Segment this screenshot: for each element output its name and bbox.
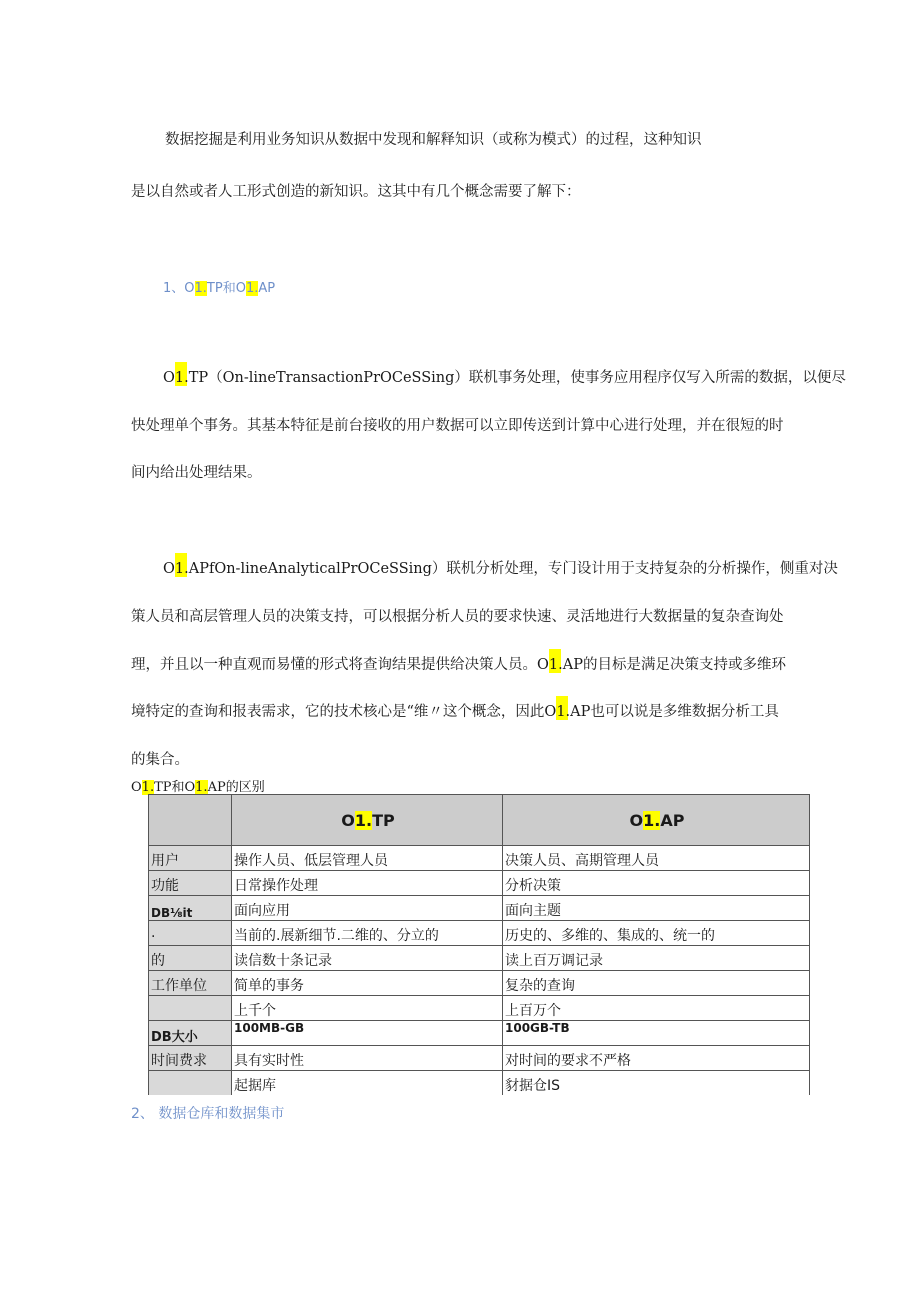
- highlight-mark: 1.: [556, 696, 570, 720]
- row-label: 工作单位: [149, 971, 232, 996]
- highlight-mark: 1.: [175, 553, 189, 577]
- table-row: [149, 896, 810, 921]
- row-label: [149, 1071, 232, 1096]
- oltp-olap-comparison-table: [148, 794, 810, 1095]
- oltp-cell: 上千个: [232, 996, 503, 1021]
- row-label: DB⅛it: [149, 896, 232, 921]
- row-label: 的: [149, 946, 232, 971]
- oltp-cell: 起据库: [232, 1071, 503, 1096]
- section-1-number: 1、: [163, 281, 185, 296]
- olap-cell: 上百万个: [503, 996, 810, 1021]
- olap-cell: 读上百万调记录: [503, 946, 810, 971]
- table-row: [149, 1046, 810, 1071]
- table-row: [149, 1021, 810, 1046]
- table-header-empty: [149, 795, 232, 846]
- row-label: 时间费求: [149, 1046, 232, 1071]
- oltp-cell: 读信数十条记录: [232, 946, 503, 971]
- highlight-mark: 1.: [194, 281, 207, 296]
- highlight-mark: 1.: [175, 362, 189, 386]
- row-label: [149, 996, 232, 1021]
- table-header-oltp: O1.TP: [232, 795, 503, 846]
- olap-cell: 面向主题: [503, 896, 810, 921]
- table-row: [149, 871, 810, 896]
- table-row: [149, 946, 810, 971]
- intro-line-1: 数据挖掘是利用业务知识从数据中发现和解释知识（或称为模式）的过程，这种知识: [165, 132, 702, 148]
- oltp-cell: 简单的事务: [232, 971, 503, 996]
- table-row: [149, 971, 810, 996]
- row-label: 功能: [149, 871, 232, 896]
- intro-line-2: 是以自然或者人工形式创造的新知识。这其中有几个概念需要了解下：: [131, 184, 581, 200]
- table-row: [149, 921, 810, 946]
- table-header-row: [149, 795, 810, 846]
- oltp-cell: 操作人员、低层管理人员: [232, 846, 503, 871]
- highlight-mark: 1.: [549, 649, 563, 673]
- olap-line-5: 的集合。: [131, 752, 189, 768]
- olap-line-3: 理，并且以一种直观而易懂的形式将查询结果提供给决策人员。O1.AP的目标是满足决策支持或多维环: [131, 653, 786, 674]
- olap-line-4: 境特定的查询和报表需求，它的技术核心是“维〃这个概念，因此O1.AP也可以说是多维数据分析工具: [131, 700, 779, 721]
- table-row: [149, 1071, 810, 1096]
- table-row: [149, 846, 810, 871]
- oltp-cell: 100MB-GB: [232, 1021, 503, 1046]
- oltp-cell: 日常操作处理: [232, 871, 503, 896]
- section-1-heading: 1、O1.TP和O1.AP: [163, 281, 276, 296]
- oltp-line-3: 间内给出处理结果。: [131, 465, 262, 481]
- olap-cell: 100GB-TB: [503, 1021, 810, 1046]
- row-label: ·: [149, 921, 232, 946]
- olap-cell: 决策人员、高期管理人员: [503, 846, 810, 871]
- oltp-line-2: 快处理单个事务。其基本特征是前台接收的用户数据可以立即传送到计算中心进行处理，并在很短的时: [131, 418, 784, 434]
- highlight-mark: 1.: [354, 810, 373, 830]
- olap-cell: 历史的、多维的、集成的、统一的: [503, 921, 810, 946]
- table-header-olap: O1.AP: [503, 795, 810, 846]
- highlight-mark: 1.: [141, 780, 155, 795]
- olap-cell: 对时间的要求不严格: [503, 1046, 810, 1071]
- oltp-cell: 面向应用: [232, 896, 503, 921]
- olap-line-1: O1.APfOn-lineAnalyticalPrOCeSSing）联机分析处理，专门设计用于支持复杂的分析操作，侧重对决: [163, 557, 838, 578]
- highlight-mark: 1.: [245, 281, 259, 296]
- highlight-mark: 1.: [643, 810, 661, 830]
- olap-cell: 分析决策: [503, 871, 810, 896]
- highlight-mark: 1.: [195, 780, 208, 795]
- row-label: DB大小: [149, 1021, 232, 1046]
- oltp-cell: 当前的.展新细节.二维的、分立的: [232, 921, 503, 946]
- olap-line-2: 策人员和高层管理人员的决策支持，可以根据分析人员的要求快速、灵活地进行大数据量的复杂查询处: [131, 609, 784, 625]
- section-2-heading: 2、 数据仓库和数据集市: [131, 1106, 285, 1122]
- table-row: [149, 996, 810, 1021]
- table-caption: O1.TP和O1.AP的区别: [131, 780, 265, 795]
- oltp-cell: 具有实时性: [232, 1046, 503, 1071]
- oltp-line-1: O1.TP（On-lineTransactionPrOCeSSing）联机事务处理，使事务应用程序仅写入所需的数据，以便尽: [163, 366, 846, 387]
- row-label: 用户: [149, 846, 232, 871]
- olap-cell: 复杂的查询: [503, 971, 810, 996]
- olap-cell: 豺据仓IS: [503, 1071, 810, 1096]
